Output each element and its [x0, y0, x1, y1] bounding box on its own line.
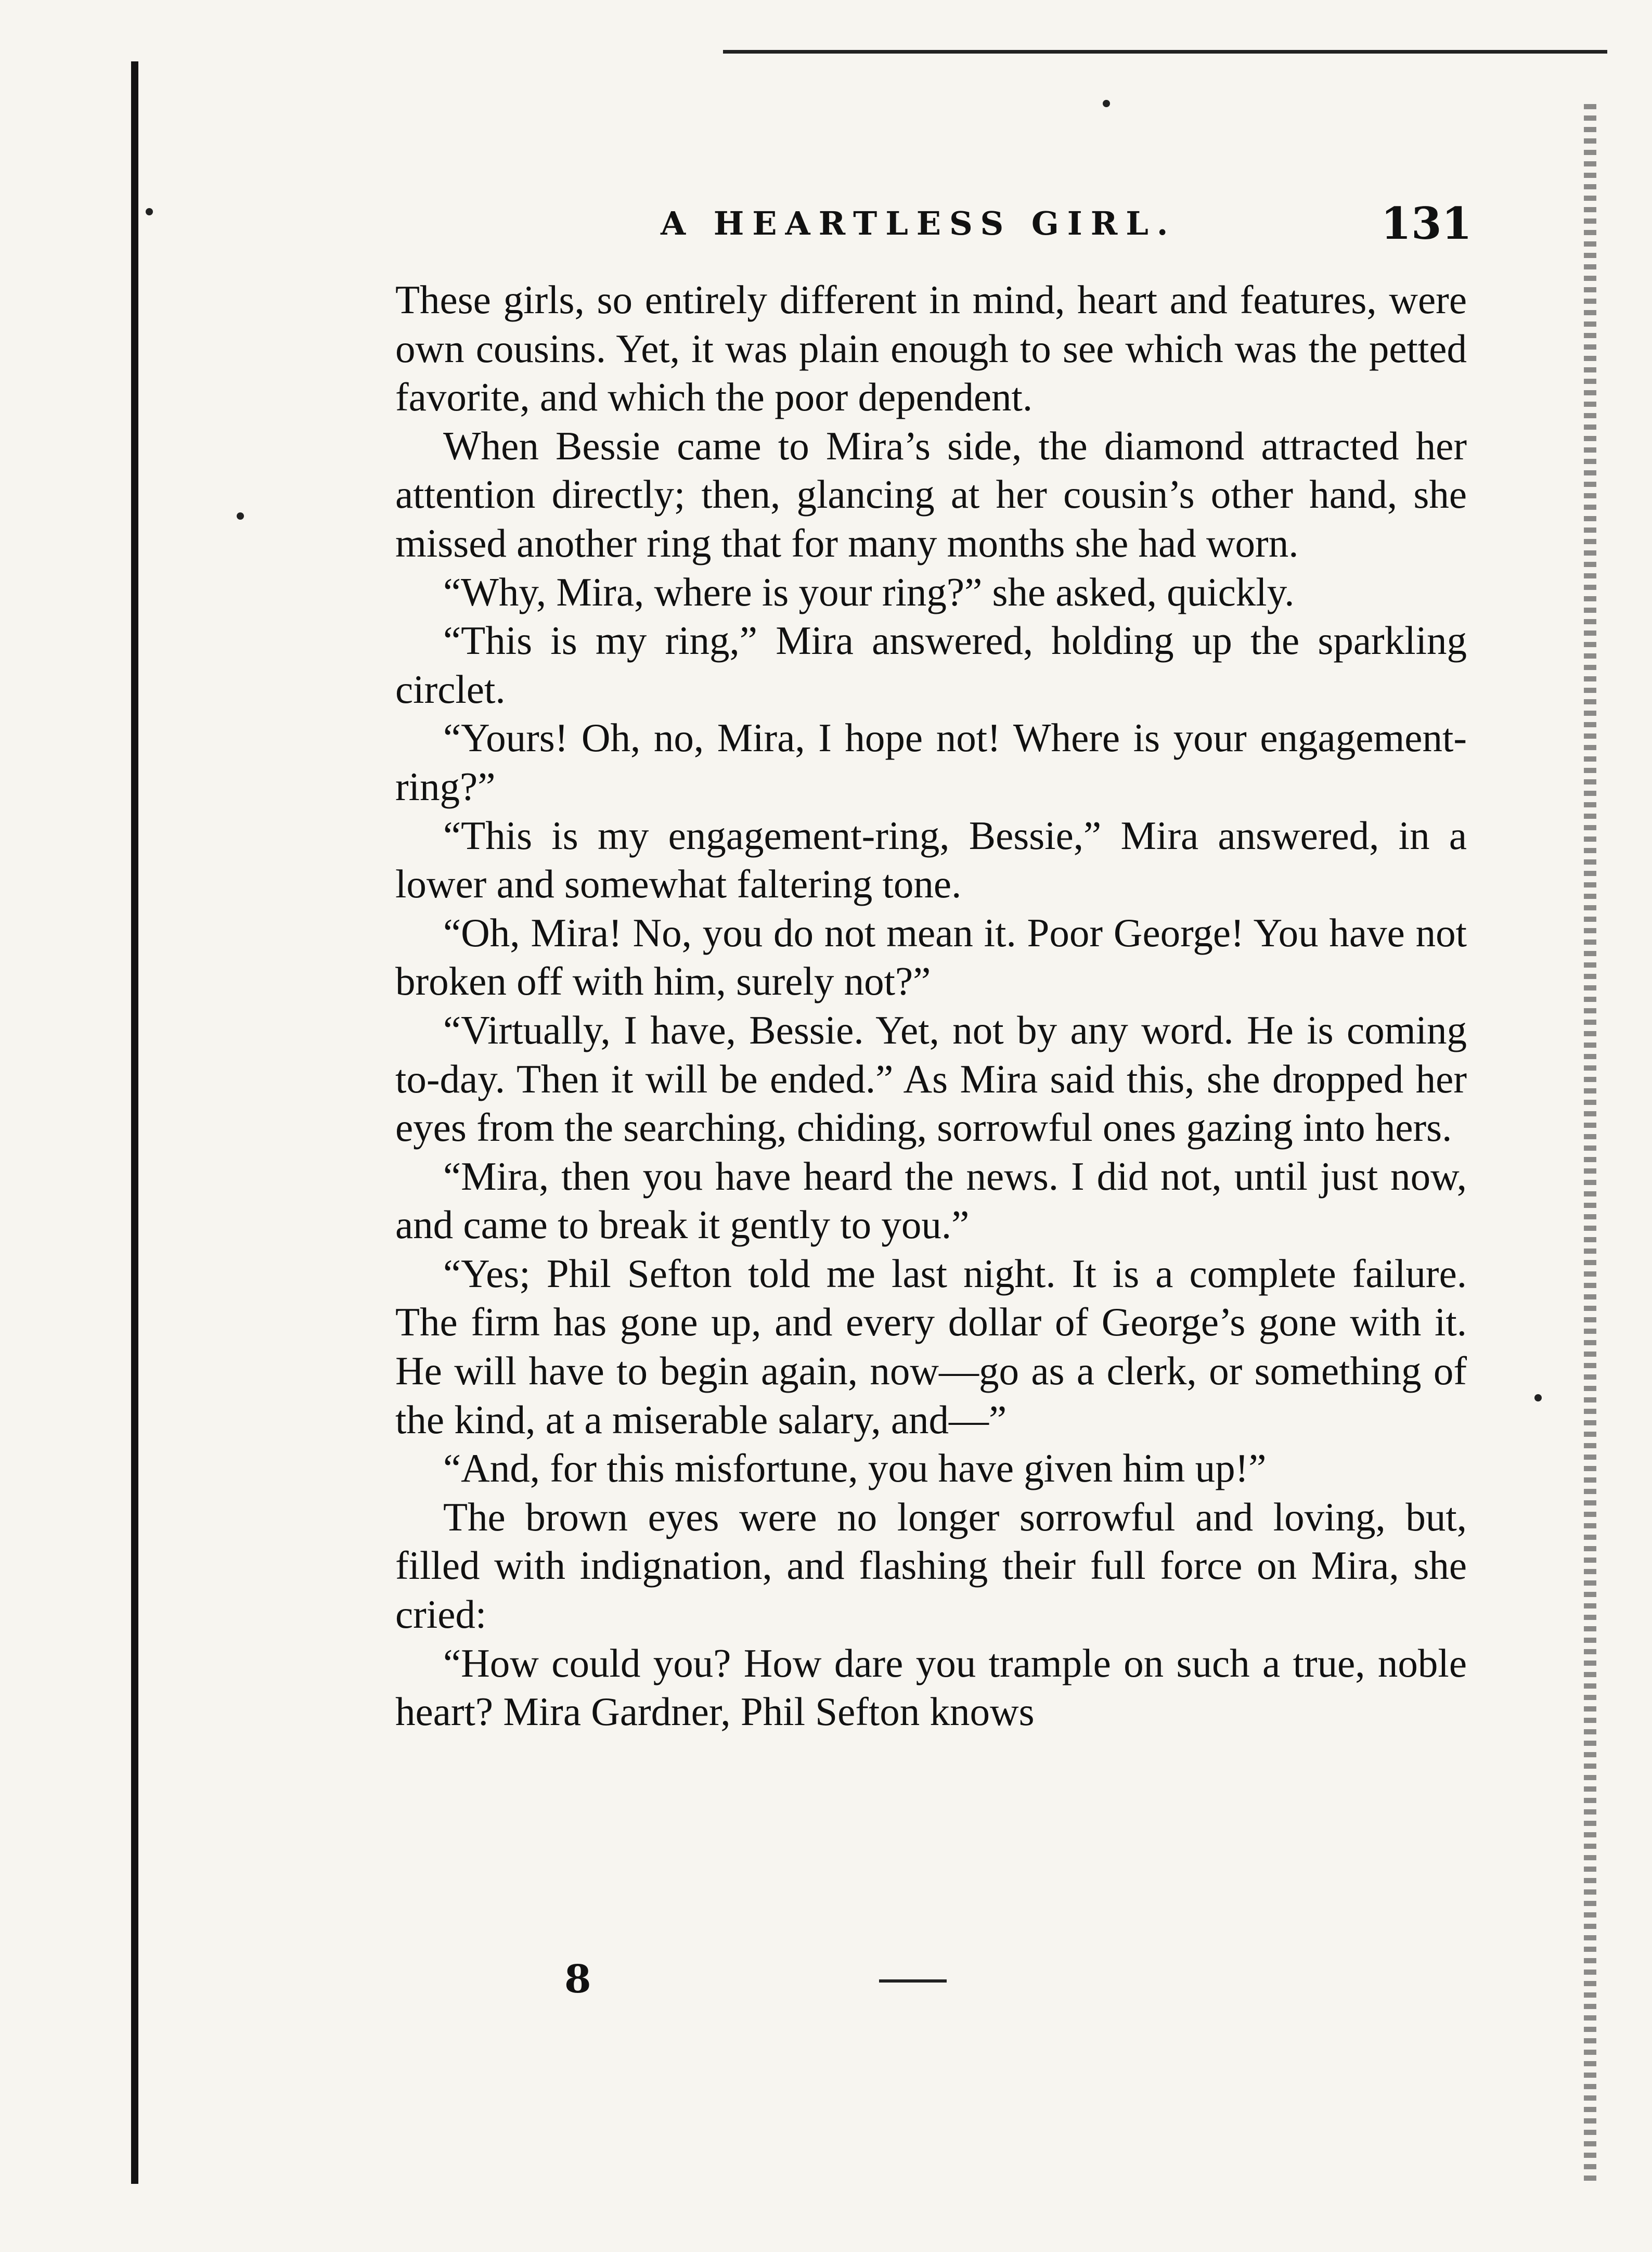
paragraph: “This is my engagement-ring, Bessie,” Mira answered, in a lower and somewhat faltering tone.: [395, 813, 1467, 907]
paragraph: “Oh, Mira! No, you do not mean it. Poor George! You have not broken off with him, surely not?”: [395, 910, 1467, 1004]
paragraph: The brown eyes were no longer sorrowful and loving, but, filled with indignation, and flashing their full force on Mira, she cried:: [395, 1494, 1467, 1637]
ink-speck: [1534, 1394, 1542, 1401]
ink-speck: [237, 512, 244, 520]
paragraph: “Yes; Phil Sefton told me last night. It is a complete failure. The firm has gone up, and every dollar of George’s gone with it. He will have to begin again, now—go as a clerk, or something of the kind, at a miserable salary, and—”: [395, 1251, 1467, 1442]
running-title: A HEARTLESS GIRL.: [661, 204, 1177, 242]
running-head: [401, 195, 1472, 252]
paragraph: “Mira, then you have heard the news. I did not, until just now, and came to break it gently to you.”: [395, 1153, 1467, 1247]
signature-mark: 8: [564, 1957, 591, 2002]
paragraph: “And, for this misfortune, you have given him up!”: [443, 1446, 1267, 1491]
paragraph: “How could you? How dare you trample on such a true, noble heart? Mira Gardner, Phil Sefton knows: [395, 1640, 1467, 1734]
ink-speck: [146, 208, 153, 215]
top-rule: [723, 50, 1607, 54]
paragraph: When Bessie came to Mira’s side, the diamond attracted her attention directly; then, glancing at her cousin’s other hand, she missed another ring that for many months she had worn.: [395, 423, 1467, 565]
bottom-rule: [879, 1979, 947, 1983]
paragraph: “Why, Mira, where is your ring?” she asked, quickly.: [443, 569, 1295, 614]
page-number: 131: [1380, 198, 1472, 249]
paragraph: “Virtually, I have, Bessie. Yet, not by any word. He is coming to-day. Then it will be ended.” As Mira said this, she dropped her eyes from the searching, chiding, sorrowful ones gazing into hers.: [395, 1007, 1467, 1150]
paragraph: These girls, so entirely different in mind, heart and features, were own cousins. Yet, it was plain enough to see which was the petted favorite, and which the poor dependent.: [395, 277, 1467, 420]
ink-speck: [1103, 100, 1110, 107]
binding-gutter-line: [131, 61, 138, 2184]
text-column: [395, 276, 1467, 1736]
paragraph: “Yours! Oh, no, Mira, I hope not! Where is your engagement-ring?”: [395, 715, 1467, 809]
right-page-edge: [1584, 104, 1596, 2185]
paragraph: “This is my ring,” Mira answered, holding up the sparkling circlet.: [395, 618, 1467, 712]
